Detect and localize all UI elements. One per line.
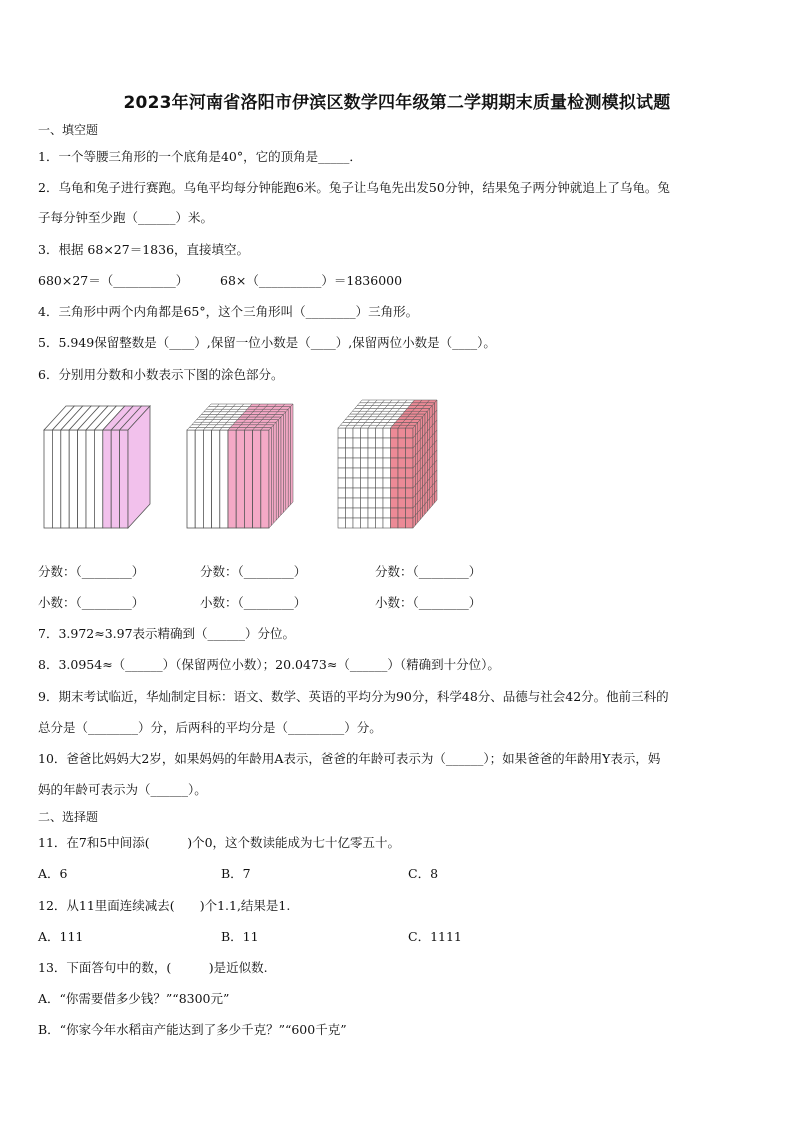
question-11: 11．在7和5中间添( )个0，这个数读能成为七十亿零五十。: [38, 835, 401, 850]
figure-hundredths-block: [183, 398, 298, 532]
question-9-line-1: 9．期末考试临近，华灿制定目标：语文、数学、英语的平均分为90分，科学48分、品德与社会42分。他前三科的: [38, 689, 669, 704]
question-10-line-2: 妈的年龄可表示为（______）。: [38, 782, 207, 797]
question-13: 13．下面答句中的数，( )是近似数.: [38, 960, 268, 975]
question-10-line-1: 10．爸爸比妈妈大2岁，如果妈妈的年龄用A表示，爸爸的年龄可表示为（______）；如果爸爸的年龄用Y表示，妈: [38, 751, 661, 766]
question-11-option-b: B．7: [221, 866, 251, 881]
question-12-option-b: B．11: [221, 929, 259, 944]
page-title: 2023年河南省洛阳市伊滨区数学四年级第二学期期末质量检测模拟试题: [123, 93, 671, 113]
question-4: 4．三角形中两个内角都是65°，这个三角形叫（________）三角形。: [38, 304, 419, 319]
question-8: 8．3.0954≈（______）（保留两位小数）；20.0473≈（______）（精确到十分位）。: [38, 657, 500, 672]
question-3-item-1: 680×27＝（__________）: [38, 273, 189, 288]
figure-3-fraction-answer: 分数：（________）: [375, 564, 482, 579]
question-11-option-a: A．6: [38, 866, 68, 881]
figure-1-fraction-answer: 分数：（________）: [38, 564, 145, 579]
figure-thousandths-cube: [335, 396, 440, 532]
question-12-option-a: A．111: [38, 929, 84, 944]
question-1: 1．一个等腰三角形的一个底角是40°，它的顶角是_____．: [38, 149, 362, 164]
question-13-option-a: A．“你需要借多少钱？”“8300元”: [38, 991, 230, 1006]
figure-2-decimal-answer: 小数：（________）: [200, 595, 307, 610]
question-9-line-2: 总分是（________）分，后两科的平均分是（_________）分。: [38, 720, 382, 735]
question-12-option-c: C．1111: [408, 929, 462, 944]
question-5: 5．5.949保留整数是（____）,保留一位小数是（____）,保留两位小数是（____）。: [38, 335, 496, 350]
figure-1-decimal-answer: 小数：（________）: [38, 595, 145, 610]
figure-2-fraction-answer: 分数：（________）: [200, 564, 307, 579]
figure-3-decimal-answer: 小数：（________）: [375, 595, 482, 610]
question-3: 3．根据 68×27＝1836，直接填空。: [38, 242, 250, 257]
question-7: 7．3.972≈3.97表示精确到（______）分位。: [38, 626, 296, 641]
question-3-item-2: 68×（__________）＝1836000: [220, 273, 403, 288]
question-2-line-2: 子每分钟至少跑（______）米。: [38, 210, 214, 225]
question-2-line-1: 2．乌龟和兔子进行赛跑。乌龟平均每分钟能跑6米。兔子让乌龟先出发50分钟，结果兔子两分钟就追上了乌龟。兔: [38, 180, 670, 195]
question-13-option-b: B．“你家今年水稻亩产能达到了多少千克？”“600千克”: [38, 1022, 347, 1037]
section-heading-multiple-choice: 二、选择题: [38, 810, 99, 824]
question-6: 6．分别用分数和小数表示下图的涂色部分。: [38, 367, 284, 382]
question-12: 12．从11里面连续减去( )个1.1,结果是1.: [38, 898, 291, 913]
question-11-option-c: C．8: [408, 866, 439, 881]
figure-tenths-block: [40, 400, 155, 532]
section-heading-fill-in: 一、填空题: [38, 123, 99, 137]
